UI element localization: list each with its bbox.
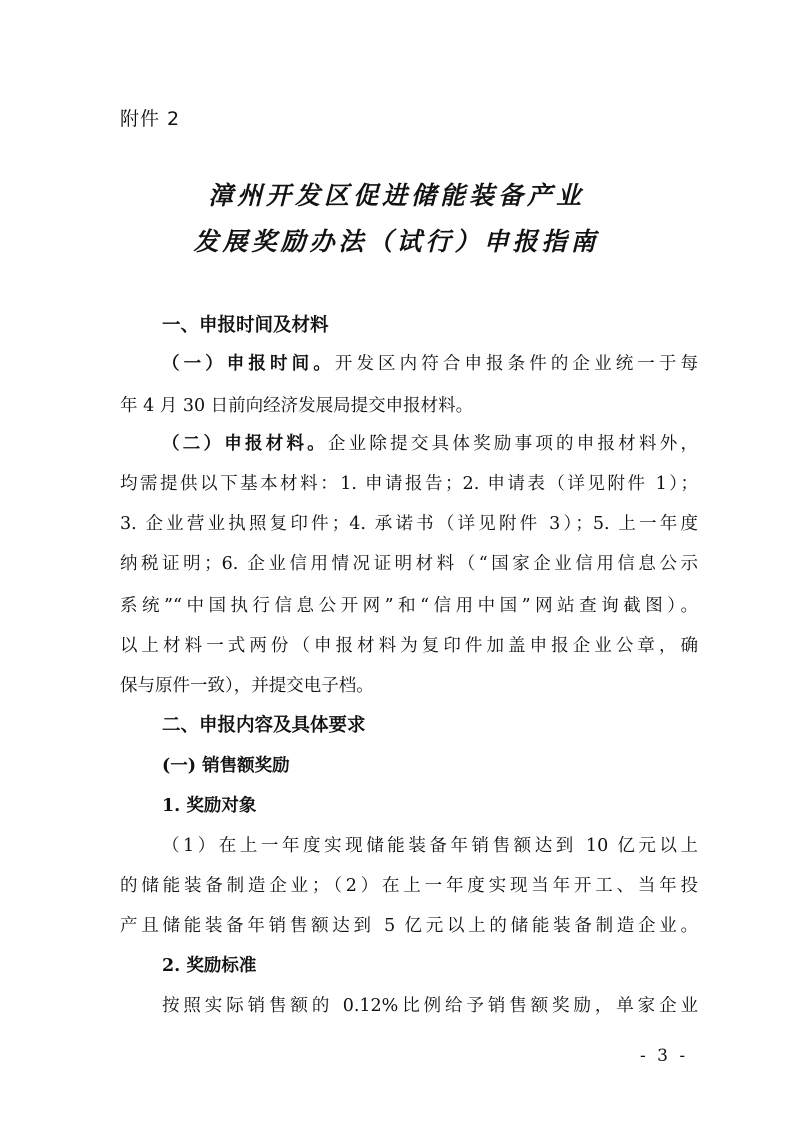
paragraph-2-line-4: 纳税证明；6. 企业信用情况证明材料（“国家企业信用信息公示 [120,554,698,574]
paragraph-2-line-3: 3. 企业营业执照复印件；4. 承诺书（详见附件 3）；5. 上一年度 [120,514,698,534]
item-1-heading: 1. 奖励对象 [162,796,257,816]
section-1-heading: 一、申报时间及材料 [162,315,329,336]
section-2-heading: 二、申报内容及具体要求 [162,715,366,736]
page-number: - 3 - [640,1046,689,1066]
paragraph-2-line-1-text: 企业除提交具体奖励事项的申报材料外， [327,434,699,454]
paragraph-1-line-1 [162,352,698,376]
paragraph-1-line-1-text: 开发区内符合申报条件的企业统一于每 [334,354,699,374]
paragraph-2-line-1 [162,432,698,456]
item-1-line-2: 的储能装备制造企业；（2）在上一年度实现当年开工、当年投 [120,876,698,896]
item-1-line-3: 产且储能装备年销售额达到 5 亿元以上的储能装备制造企业。 [120,916,698,936]
paragraph-2-line-7: 保与原件一致），并提交电子档。 [120,676,374,696]
item-2-line-1: 按照实际销售额的 0.12%比例给予销售额奖励，单家企业 [162,996,698,1016]
subsection-1-heading: (一) 销售额奖励 [162,756,290,776]
paragraph-2-line-5: 系统”“中国执行信息公开网”和“信用中国”网站查询截图）。 [120,596,698,616]
title-line-2: 发展奖励办法（试行）申报指南 [193,227,600,256]
paragraph-1-lead: （一）申报时间。 [162,354,335,374]
paragraph-2-line-2: 均需提供以下基本材料：1. 申请报告；2. 申请表（详见附件 1）； [120,474,698,494]
item-2-heading: 2. 奖励标准 [162,956,257,976]
annex-label: 附件 2 [120,108,181,130]
title-line-1: 漳州开发区促进储能装备产业 [207,181,585,210]
paragraph-1-line-2: 年 4 月 30 日前向经济发展局提交申报材料。 [120,396,474,416]
item-1-line-1: （1）在上一年度实现储能装备年销售额达到 10 亿元以上 [162,836,698,856]
paragraph-2-line-6: 以上材料一式两份（申报材料为复印件加盖申报企业公章，确 [120,636,698,656]
paragraph-2-lead: （二）申报材料。 [162,434,328,454]
